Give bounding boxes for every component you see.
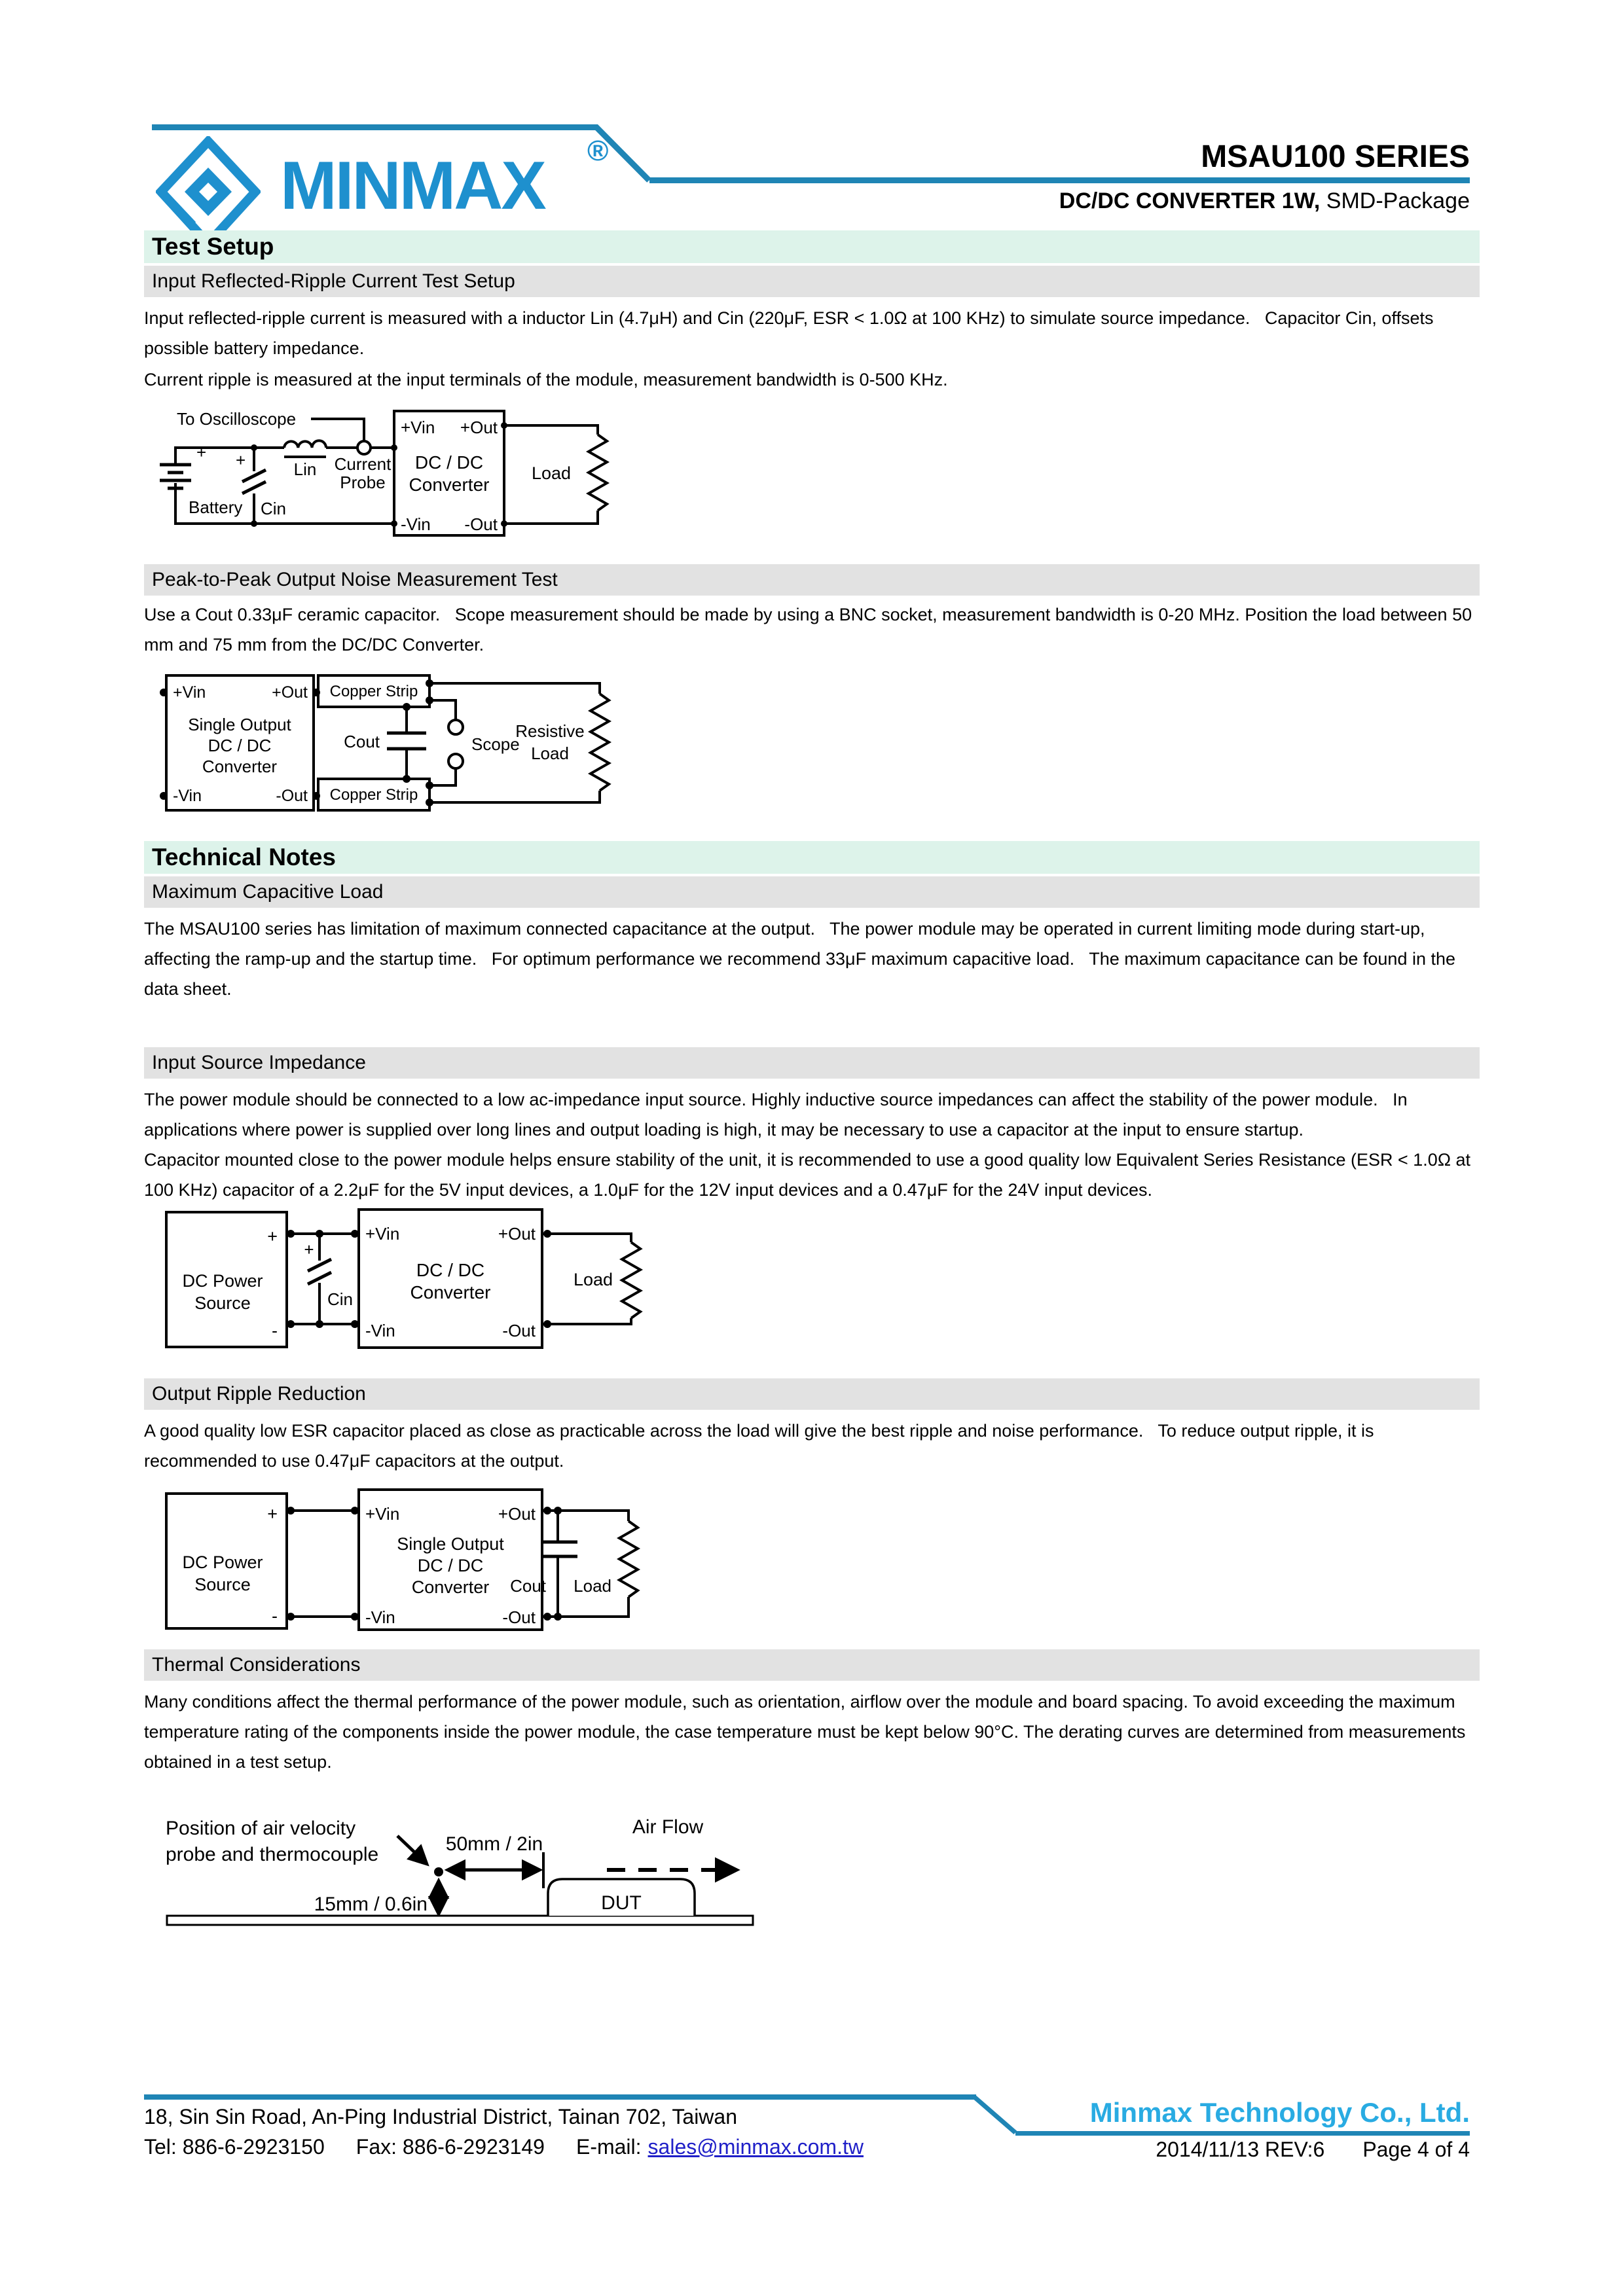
air-flow-label: Air Flow	[632, 1816, 704, 1838]
battery-plus-label: +	[196, 442, 207, 462]
to-oscilloscope-label: To Oscilloscope	[177, 409, 297, 429]
subsection-thermal-considerations: Thermal Considerations	[144, 1649, 1480, 1681]
paragraph-noise-measurement: Use a Cout 0.33μF ceramic capacitor. Scope measurement should be made by using a BNC socket, measurement bandwidth is 0-20 MHz. Position the load between 50 mm and 75 mm from the DC/DC Converter.	[144, 605, 1477, 655]
probe-position-label-2: probe and thermocouple	[166, 1844, 379, 1865]
dut-label: DUT	[601, 1892, 642, 1914]
footer-revision-line	[1015, 2138, 1470, 2162]
input-capacitor-circuit-diagram	[149, 1206, 673, 1356]
footer-tel: Tel: 886-6-2923150	[144, 2135, 325, 2159]
nvin-label: -Vin	[365, 1321, 395, 1340]
dcdc-label-2: Converter	[411, 1577, 490, 1597]
registered-trademark-icon: ®	[587, 135, 609, 167]
output-capacitor-circuit-diagram	[149, 1487, 673, 1638]
section-header-test-setup: Test Setup	[144, 230, 1480, 263]
cin-label: Cin	[261, 499, 287, 518]
source-plus-label: +	[267, 1504, 278, 1524]
current-probe-label-2: Probe	[340, 473, 386, 492]
dc-power-label-1: DC Power	[182, 1552, 263, 1572]
subsection-input-source-impedance: Input Source Impedance	[144, 1047, 1480, 1079]
nout-label: -Out	[502, 1321, 536, 1340]
pvin-label: +Vin	[365, 1224, 400, 1244]
scope-label: Scope	[471, 734, 520, 754]
pcb-board	[167, 1916, 753, 1925]
dcdc-label-2: Converter	[410, 1282, 491, 1302]
nvin-label: -Vin	[401, 514, 431, 534]
paragraph-max-capacitive-load: The MSAU100 series has limitation of maximum connected capacitance at the output. The power module may be operated in current limiting mode during start-up, affecting the ramp-up and the startup time. For optimum performance we recommend 33μF maximum capacitive load. The maximum capacitance can be found in the data sheet.	[144, 919, 1461, 999]
cin-capacitor-icon	[242, 470, 266, 493]
page-title-series: MSAU100 SERIES	[1201, 139, 1470, 174]
pout-label: +Out	[498, 1224, 536, 1244]
vertical-dimension-label: 15mm / 0.6in	[314, 1893, 428, 1915]
resistive-load-icon	[591, 694, 609, 791]
load-resistor-icon	[619, 1521, 638, 1597]
scope-jacks-icon	[448, 720, 463, 768]
copper-strip-bottom-label: Copper Strip	[329, 786, 418, 804]
cout-label: Cout	[344, 732, 380, 751]
footer-contact-line	[144, 2135, 864, 2159]
footer-rule-right	[1015, 2131, 1470, 2136]
cin-plus-label: +	[304, 1240, 314, 1259]
paragraph-output-ripple: A good quality low ESR capacitor placed as close as practicable across the load will give the best ripple and noise performance. To reduce output ripple, it is recommended to use 0.47μF capacitors at the output.	[144, 1421, 1379, 1471]
footer-address: 18, Sin Sin Road, An-Ping Industrial District, Tainan 702, Taiwan	[144, 2105, 737, 2128]
footer-email-link[interactable]: sales@minmax.com.tw	[647, 2135, 864, 2159]
load-label: Load	[573, 1270, 613, 1289]
dcdc-label-2: Converter	[409, 475, 490, 495]
probe-point-dot	[434, 1867, 443, 1876]
source-plus-label: +	[267, 1227, 278, 1246]
subtitle-bold: DC/DC CONVERTER 1W,	[1059, 188, 1321, 213]
battery-label: Battery	[189, 497, 243, 517]
dcdc-label-2: Converter	[202, 757, 278, 776]
subsection-input-reflected-ripple: Input Reflected-Ripple Current Test Setup	[144, 266, 1480, 297]
nout-label: -Out	[464, 514, 498, 534]
load-resistor-icon	[622, 1242, 640, 1318]
cin-capacitor-icon	[308, 1259, 331, 1284]
minmax-logo-wordmark: MINMAX	[280, 148, 545, 224]
single-output-label: Single Output	[188, 715, 291, 734]
resistive-load-label-2: Load	[531, 744, 569, 763]
cout-capacitor-icon	[387, 733, 426, 749]
dcdc-label-1: DC / DC	[208, 736, 272, 755]
horizontal-dimension-label: 50mm / 2in	[445, 1833, 543, 1855]
load-label: Load	[531, 463, 572, 483]
section-header-technical-notes: Technical Notes	[144, 841, 1480, 874]
paragraph-input-ripple-2: Current ripple is measured at the input terminals of the module, measurement bandwidth is 0-500 KHz.	[144, 370, 948, 389]
footer-fax: Fax: 886-6-2923149	[356, 2135, 545, 2159]
cin-plus-label: +	[236, 450, 246, 470]
subsection-max-capacitive-load: Maximum Capacitive Load	[144, 876, 1480, 908]
source-minus-label: -	[272, 1606, 278, 1626]
probe-position-label-1: Position of air velocity	[166, 1818, 356, 1839]
dcdc-label-1: DC / DC	[417, 1556, 484, 1575]
paragraph-input-ripple-1: Input reflected-ripple current is measured with a inductor Lin (4.7μH) and Cin (220μF, ESR < 1.0Ω at 100 KHz) to simulate source impedance. Capacitor Cin, offsets possible battery impedance.	[144, 308, 1438, 358]
dcdc-label-1: DC / DC	[416, 1260, 485, 1280]
current-probe-icon	[357, 441, 371, 454]
probe-pointer-arrow	[397, 1836, 426, 1863]
inductor-icon	[284, 440, 326, 448]
load-resistor-icon	[589, 435, 607, 511]
paragraph-input-impedance-1: The power module should be connected to a low ac-impedance input source. Highly inductive source impedances can affect the stability of the power module. In applications where power is supplied over long lines and output loading is high, it may be necessary to use a capacitor at the input to ensure startup.	[144, 1090, 1413, 1139]
source-minus-label: -	[272, 1321, 278, 1340]
header-rule-left	[152, 124, 598, 130]
lin-label: Lin	[293, 459, 317, 479]
footer-page-number: Page 4 of 4	[1362, 2138, 1470, 2161]
current-probe-label-1: Current	[334, 454, 392, 474]
nout-label: -Out	[276, 787, 308, 805]
header-rule-right	[649, 177, 1470, 183]
cout-label: Cout	[510, 1576, 546, 1596]
copper-strip-top-label: Copper Strip	[329, 683, 418, 700]
pout-label: +Out	[498, 1504, 536, 1524]
subsection-output-ripple-reduction: Output Ripple Reduction	[144, 1378, 1480, 1410]
page-subtitle	[786, 188, 1470, 214]
footer-rule-diagonal	[972, 2094, 1017, 2134]
paragraph-input-impedance-2: Capacitor mounted close to the power module helps ensure stability of the unit, it is recommended to use a good quality low Equivalent Series Resistance (ESR < 1.0Ω at 100 KHz) capacitor of a 2.2μF for the 5V input devices, a 1.0μF for the 12V input devices and a 0.47μF for the 24V input devices.	[144, 1150, 1476, 1200]
input-ripple-test-circuit-diagram	[151, 401, 668, 545]
cout-capacitor-icon	[538, 1542, 577, 1556]
pout-label: +Out	[460, 418, 498, 437]
paragraph-thermal: Many conditions affect the thermal performance of the power module, such as orientation, airflow over the module and board spacing. To avoid exceeding the maximum temperature rating of the components inside the power module, the case temperature must be kept below 90°C. The derating curves are determined from measurements obtained in a test setup.	[144, 1692, 1470, 1772]
load-label: Load	[574, 1576, 611, 1596]
single-output-label: Single Output	[397, 1534, 504, 1554]
nvin-label: -Vin	[365, 1607, 395, 1627]
footer-rule-left	[144, 2094, 976, 2100]
dc-power-label-2: Source	[194, 1293, 251, 1313]
footer-email-label: E-mail:	[575, 2135, 642, 2159]
subsection-peak-to-peak-noise: Peak-to-Peak Output Noise Measurement Test	[144, 564, 1480, 596]
dc-power-label-2: Source	[194, 1575, 251, 1594]
subtitle-rest: SMD-Package	[1320, 188, 1470, 213]
output-noise-test-circuit-diagram	[149, 660, 647, 817]
resistive-load-label-1: Resistive	[515, 721, 585, 741]
dc-power-label-1: DC Power	[182, 1271, 263, 1291]
thermal-test-setup-diagram	[147, 1797, 769, 1954]
pvin-label: +Vin	[365, 1504, 400, 1524]
footer-company-name: Minmax Technology Co., Ltd.	[1089, 2097, 1470, 2128]
pvin-label: +Vin	[401, 418, 435, 437]
cin-label: Cin	[327, 1289, 354, 1309]
pvin-label: +Vin	[173, 683, 206, 702]
footer-date-rev: 2014/11/13 REV:6	[1156, 2138, 1325, 2161]
dcdc-label-1: DC / DC	[414, 452, 484, 473]
nout-label: -Out	[502, 1607, 536, 1627]
pout-label: +Out	[272, 683, 308, 702]
nvin-label: -Vin	[173, 787, 202, 805]
